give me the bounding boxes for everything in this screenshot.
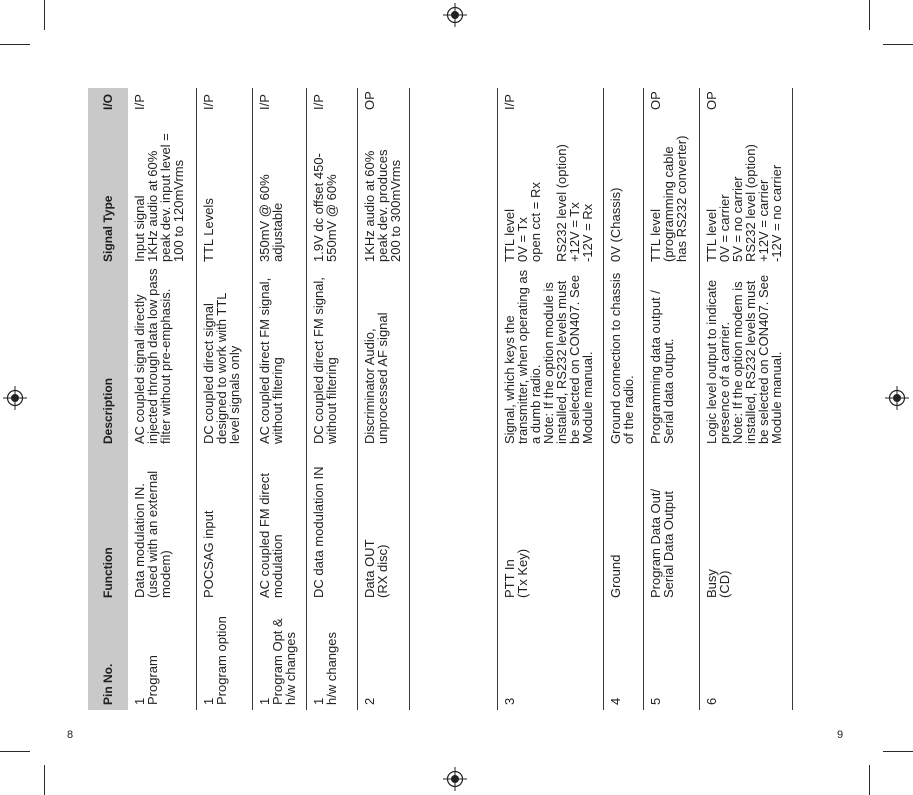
function-text-line: POCSAG input (201, 510, 216, 598)
signal-type-text-line: 0V (Chassis) (608, 187, 623, 262)
pin-text-line: 3 (502, 697, 517, 705)
description-text-line: AC coupled signal directly (132, 294, 147, 444)
signal-type-text-line: peak dev. produces (375, 149, 390, 262)
description-cell (253, 267, 306, 449)
signal-type-text-line: 0V = Tx (515, 217, 530, 262)
function-text-line: modem) (158, 550, 173, 598)
pin-cell (307, 603, 357, 710)
pin-cell (358, 603, 409, 710)
page-number: 8 (67, 729, 74, 741)
function-text-line: Ground (608, 554, 623, 598)
description-text-line: without filtering (324, 357, 339, 444)
signal-type-text-line: 1KHz audio at 60% (145, 150, 160, 262)
signal-type-cell (307, 115, 357, 267)
description-cell (644, 267, 699, 449)
signal-type-text-line: TTL level (648, 209, 663, 262)
signal-type-cell (358, 115, 409, 267)
description-text-line: be selected on CON407. See (567, 274, 582, 444)
description-text-line: Discriminator Audio, (362, 328, 377, 444)
io-cell (128, 88, 196, 115)
pin-text-line: 1 (201, 697, 216, 705)
crop-mark (0, 44, 30, 45)
table-row (497, 88, 603, 710)
pin-text-line: 1 (311, 697, 326, 705)
description-text-line: a dumb radio. (528, 364, 543, 444)
description-cell (498, 267, 603, 449)
pin-text-line: h/w changes (283, 632, 298, 705)
io-text-line: I/P (132, 94, 147, 110)
pin-text-line: 1 (132, 697, 147, 705)
function-cell (644, 449, 699, 603)
description-text-line: level signals only (227, 345, 242, 444)
signal-type-cell (700, 115, 792, 267)
page-number: 9 (837, 729, 844, 741)
signal-type-text-line: RS232 level (option) (743, 144, 758, 262)
function-text-line: DC data modulation IN (311, 466, 326, 598)
header-signal-type: Signal Type (101, 195, 115, 262)
function-cell (128, 449, 196, 603)
io-text-line: I/P (311, 94, 326, 110)
signal-type-text-line: TTL Levels (201, 198, 216, 262)
pin-cell (700, 603, 792, 710)
signal-type-text-line: +12V = Tx (567, 202, 582, 262)
function-cell (358, 449, 409, 603)
signal-type-text-line: +12V = carrier (756, 179, 771, 262)
function-text-line: PTT In (502, 559, 517, 598)
io-text-line: I/P (502, 94, 517, 110)
crop-mark (44, 0, 45, 30)
function-cell (197, 449, 252, 603)
description-text-line: DC coupled direct signal (201, 303, 216, 444)
signal-type-cell (253, 115, 306, 267)
description-cell (700, 267, 792, 449)
function-cell (498, 449, 603, 603)
signal-type-text-line: (programming cable (661, 146, 676, 262)
signal-type-cell (644, 115, 699, 267)
signal-type-text-line: adjustable (270, 202, 285, 262)
description-text-line: be selected on CON407. See (756, 274, 771, 444)
io-text-line: OP (648, 91, 663, 110)
pin-cell (197, 603, 252, 710)
description-text-line: unprocessed AF signal (375, 312, 390, 444)
crop-mark (883, 751, 913, 752)
function-text-line: Program Data Out/ (648, 488, 663, 598)
crop-mark (883, 44, 913, 45)
function-text-line: Busy (704, 569, 719, 598)
registration-mark-icon (442, 766, 468, 792)
function-text-line: modulation (270, 534, 285, 598)
signal-type-text-line: 1KHz audio at 60% (362, 150, 377, 262)
header-function: Function (101, 547, 115, 598)
signal-type-cell (128, 115, 196, 267)
crop-mark (869, 765, 870, 795)
function-text-line: (Tx Key) (515, 548, 530, 598)
description-text-line: designed to work with TTL (214, 292, 229, 444)
signal-type-text-line: 550mV @ 60% (324, 174, 339, 262)
description-text-line: filter without pre-emphasis. (158, 288, 173, 444)
description-text-line: Signal, which keys the (502, 315, 517, 444)
description-text-line: injected through data low pass (145, 268, 160, 444)
signal-type-text-line: 5V = no carrier (730, 176, 745, 262)
table-row (643, 88, 699, 710)
table-header (88, 88, 128, 710)
crop-mark (44, 765, 45, 795)
signal-type-text-line: open cct = Rx (528, 182, 543, 262)
table-row (306, 88, 357, 710)
signal-type-text-line: peak dev. input level = (158, 133, 173, 262)
function-cell (700, 449, 792, 603)
description-cell (358, 267, 409, 449)
description-text-line: without filtering (270, 357, 285, 444)
signal-type-cell (498, 115, 603, 267)
pin-text-line: Program (145, 655, 160, 705)
header-description: Description (101, 377, 115, 444)
function-cell (604, 449, 643, 603)
registration-mark-icon (2, 385, 28, 411)
pin-text-line: 4 (608, 697, 623, 705)
function-text-line: (RX disc) (375, 544, 390, 598)
table-row (252, 88, 306, 710)
pin-text-line: h/w changes (324, 632, 339, 705)
pin-cell (604, 603, 643, 710)
pin-text-line: Program option (214, 616, 229, 705)
signal-type-text-line: 100 to 120mVrms (171, 159, 186, 262)
description-text-line: transmitter, when operating as (515, 269, 530, 444)
io-cell (358, 88, 409, 115)
function-text-line: Data OUT (362, 539, 377, 598)
description-text-line: Module manual. (769, 351, 784, 444)
function-cell (307, 449, 357, 603)
table-row (357, 88, 410, 710)
io-text-line: OP (704, 91, 719, 110)
pin-text-line: Program Opt & (270, 618, 285, 705)
description-text-line: Logic level output to indicate (704, 279, 719, 444)
description-text-line: presence of a carrier. (717, 321, 732, 444)
description-text-line: Note: If the option modem is (730, 281, 745, 444)
crop-mark (0, 751, 30, 752)
table-row (128, 88, 196, 710)
signal-type-text-line: Input signal (132, 195, 147, 262)
registration-mark-icon (442, 2, 468, 28)
pin-table-page-8 (88, 88, 410, 710)
description-cell (604, 267, 643, 449)
description-text-line: installed, RS232 levels must (554, 280, 569, 444)
description-text-line: of the radio. (621, 375, 636, 444)
pin-cell (498, 603, 603, 710)
description-cell (128, 267, 196, 449)
description-text-line: Programming data output / (648, 290, 663, 444)
signal-type-text-line: has RS232 converter) (674, 135, 689, 262)
signal-type-text-line: 200 to 300mVrms (388, 159, 403, 262)
table-row (603, 88, 643, 710)
signal-type-text-line: TTL level (704, 209, 719, 262)
signal-type-text-line: -12V = Rx (580, 203, 595, 262)
header-pin-no: Pin No. (101, 663, 115, 705)
io-cell (644, 88, 699, 115)
description-cell (307, 267, 357, 449)
signal-type-cell (197, 115, 252, 267)
io-cell (700, 88, 792, 115)
pin-cell (128, 603, 196, 710)
signal-type-text-line: 0V = carrier (717, 194, 732, 262)
io-cell (604, 88, 643, 115)
function-text-line: AC coupled FM direct (257, 473, 272, 598)
io-cell (498, 88, 603, 115)
signal-type-text-line: 1.9V dc offset 450- (311, 153, 326, 262)
io-text-line: I/P (257, 94, 272, 110)
signal-type-text-line: -12V = no carrier (769, 164, 784, 262)
signal-type-cell (604, 115, 643, 267)
table-row (196, 88, 252, 710)
description-text-line: AC coupled direct FM signal, (257, 277, 272, 444)
pin-table-page-9 (497, 88, 793, 710)
pin-text-line: 1 (257, 697, 272, 705)
description-text-line: installed, RS232 levels must (743, 280, 758, 444)
pin-text-line: 5 (648, 697, 663, 705)
signal-type-text-line: TTL level (502, 209, 517, 262)
description-text-line: Note: If the option module is (541, 282, 556, 444)
signal-type-text-line: 350mV @ 60% (257, 174, 272, 262)
description-text-line: Ground connection to chassis (608, 272, 623, 444)
description-text-line: Serial data output. (661, 338, 676, 444)
io-cell (307, 88, 357, 115)
function-text-line: (CD) (717, 570, 732, 598)
function-text-line: Serial Data Output (661, 491, 676, 598)
description-text-line: DC coupled direct FM signal, (311, 277, 326, 444)
io-text-line: I/P (201, 94, 216, 110)
pin-cell (253, 603, 306, 710)
function-text-line: Data modulation IN. (132, 483, 147, 598)
pin-text-line: 2 (362, 697, 377, 705)
function-cell (253, 449, 306, 603)
io-cell (197, 88, 252, 115)
registration-mark-icon (884, 385, 910, 411)
description-cell (197, 267, 252, 449)
io-cell (253, 88, 306, 115)
header-io: I/O (101, 93, 115, 110)
table-row (699, 88, 793, 710)
function-text-line: (used with an external (145, 470, 160, 598)
io-text-line: OP (362, 91, 377, 110)
pin-text-line: 6 (704, 697, 719, 705)
description-text-line: Module manual. (580, 351, 595, 444)
signal-type-text-line: RS232 level (option) (554, 144, 569, 262)
crop-mark (869, 0, 870, 30)
pin-cell (644, 603, 699, 710)
